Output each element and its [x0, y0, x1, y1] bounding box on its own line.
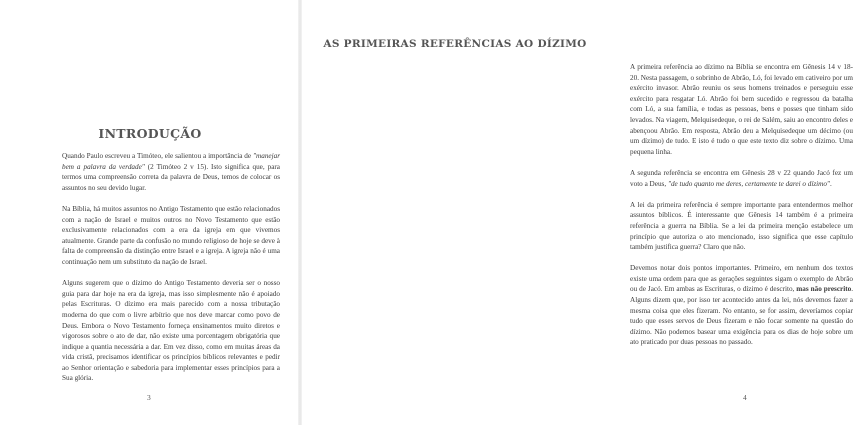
chapter-title: INTRODUÇÃO — [98, 126, 202, 141]
quote-emphasis: "manejar bem a palavra da verdade" — [62, 152, 280, 171]
left-page — [0, 0, 300, 425]
page-number: 4 — [743, 393, 747, 402]
paragraph-text: . Alguns dizem que, por isso ter acontecido antes da lei, nós devemos fazer a mesma coisa que eles fizeram. No entanto, se for assim, deveríamos copiar tudo que esses servos de Deus fizeram e não focar somente na questão do dízimo. Não podemos basear uma exigência para os dias de hoje sobre um ato praticado por duas pessoas no passado. — [630, 285, 853, 347]
paragraph-text: (2 Timóteo 2 v 15). Isto significa que, para termos uma compreensão correta da palavra de Deus, temos de colocar os assuntos no seu devido lugar. — [62, 162, 280, 192]
paragraph — [630, 168, 853, 189]
right-page — [300, 0, 853, 425]
paragraph: Na Bíblia, há muitos assuntos no Antigo Testamento que estão relacionados com a nação de Israel e muitos outros no Novo Testamento que estão exclusivamente relacionados com a era da igreja em que vivemos atualmente. Grande parte da confusão no mundo religioso de hoje se deve à falta de compreensão da distinção entre Israel e a igreja. A igreja não é uma continuação nem um substituto da nação de Israel. — [62, 204, 280, 266]
paragraph-text: Quando Paulo escreveu a Timóteo, ele salientou a importância de — [62, 152, 254, 160]
bold-emphasis: mas não prescrito — [796, 285, 852, 294]
paragraph — [630, 263, 853, 348]
paragraph-text: Devemos notar dois pontos importantes. Primeiro, em nenhum dos textos existe uma ordem para que as gerações seguintes sigam o exemplo de Abrão ou de Jacó. Em ambas as Escrituras, o dízimo é descrito, — [630, 264, 853, 294]
left-text-block — [62, 151, 280, 395]
chapter-title: AS PRIMEIRAS REFERÊNCIAS AO DÍZIMO — [323, 38, 587, 50]
paragraph: A lei da primeira referência é sempre importante para entendermos melhor assuntos bíblicos. É interessante que Gênesis 14 também é a primeira referência a guerra na Bíblia. Se a lei da primeira menção estabelece um princípio que autoriza o ato mencionado, isso significa que esse capítulo também justifica guerra? Claro que não. — [630, 200, 853, 252]
right-text-block — [630, 62, 853, 359]
paragraph: A primeira referência ao dízimo na Bíblia se encontra em Gênesis 14 v 18-20. Nesta passagem, o sobrinho de Abrão, Ló, foi levado em cativeiro por um exército invasor. Abrão reuniu os seus homens treinados e perseguiu esse exército para resgatar Ló. Abrão foi bem sucedido e regressou da batalha com Ló, a sua família, e todas as pessoas, bens e posses que tinham sido levados. Na viagem, Melquisedeque, o rei de Salém, saiu ao encontro deles e abençoou Abrão. Em resposta, Abrão deu a Melquisedeque um décimo (ou um dízimo) de tudo. E isto é tudo o que este texto diz sobre o dízimo. Uma pequena linha. — [630, 63, 853, 156]
paragraph-text: . — [829, 179, 832, 188]
quote-emphasis: "de tudo quanto me deres, certamente te darei o dízimo" — [667, 179, 830, 188]
page-number: 3 — [147, 393, 151, 402]
paragraph — [62, 151, 280, 193]
paragraph-text: A segunda referência se encontra em Gênesis 28 v 22 quando Jacó fez um voto a Deus, — [630, 168, 853, 188]
paragraph: Alguns sugerem que o dízimo do Antigo Testamento deveria ser o nosso guia para dar hoje na era da igreja, mas isso simplesmente não é apoiado pelas Escrituras. O dízimo era mais parecido com a nossa tributação moderna do que com o livre arbítrio que nos deve marcar como povo de Deus. Embora o Novo Testamento forneça ensinamentos muito diretos e vigorosos sobre o ato de dar, não existe uma porcentagem obrigatória que indique a quantia necessária a dar. Em vez disso, como em muitas áreas da vida cristã, precisamos identificar os princípios bíblicos relevantes e pedir ao Senhor orientação e sabedoria para implementar esses princípios para a Sua glória. — [62, 279, 280, 383]
